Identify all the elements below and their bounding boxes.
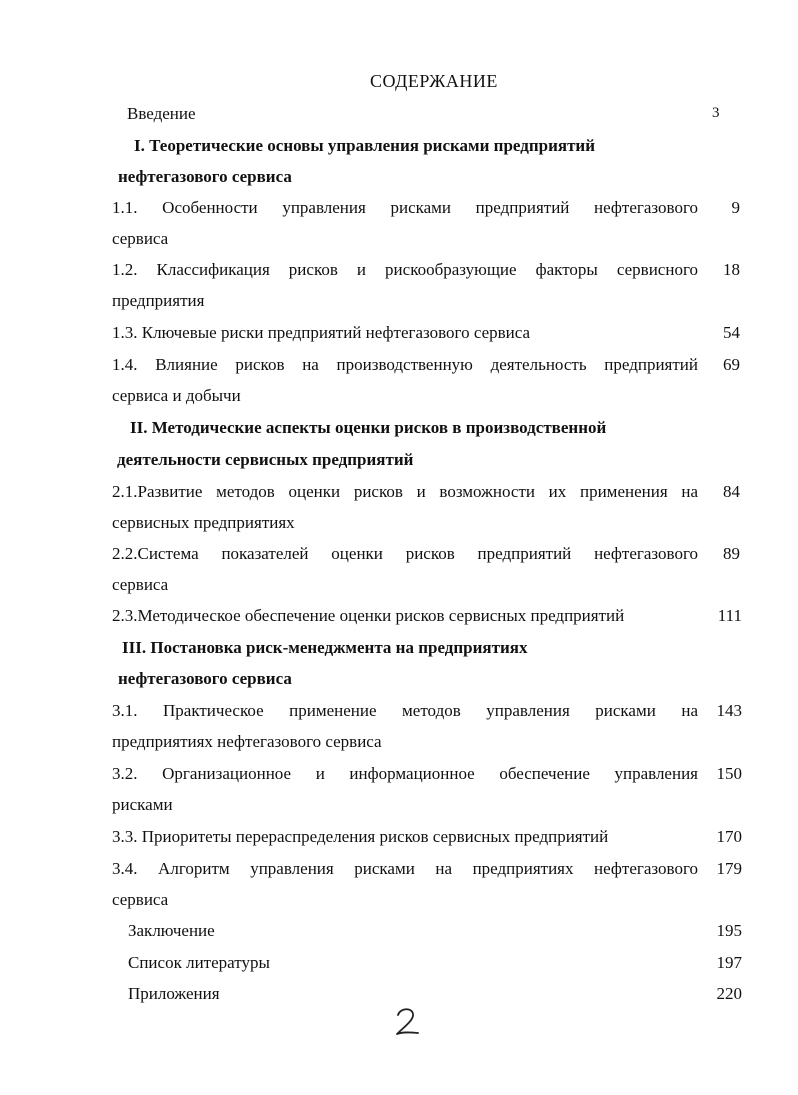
toc-item-1-2: 1.2. Классификация рисков и рискообразующие факторы сервисного [112,260,698,279]
page-title: СОДЕРЖАНИЕ [370,71,498,91]
toc-item-3-2-page: 150 [716,764,742,783]
part-3-title-line2: нефтегазового сервиса [118,669,292,688]
toc-item-3-4: 3.4. Алгоритм управления рисками на предприятиях нефтегазового [112,859,698,878]
toc-item-1-1: 1.1. Особенности управления рисками предприятий нефтегазового [112,198,698,217]
toc-item-3-1-page: 143 [716,701,742,720]
toc-item-1-4-page: 69 [723,355,740,374]
part-3-title-line1: III. Постановка риск-менеджмента на предприятиях [122,638,528,657]
toc-appendices-label: Приложения [128,984,220,1003]
toc-item-2-2: 2.2.Система показателей оценки рисков предприятий нефтегазового [112,544,698,563]
toc-item-2-1-page: 84 [723,482,740,501]
toc-intro-label: Введение [127,104,196,123]
toc-conclusion-label: Заключение [128,921,215,940]
toc-item-1-4-cont: сервиса и добычи [112,386,241,405]
toc-item-3-4-cont: сервиса [112,890,169,909]
toc-bibliography-label: Список литературы [128,953,270,972]
toc-item-1-3: 1.3. Ключевые риски предприятий нефтегазового сервиса [112,323,531,342]
toc-item-2-3-page: 111 [717,606,742,625]
toc-item-2-1-cont: сервисных предприятиях [112,513,295,532]
toc-item-3-3-page: 170 [716,827,742,846]
toc-item-3-3: 3.3. Приоритеты перераспределения рисков сервисных предприятий [112,827,609,846]
toc-item-2-1: 2.1.Развитие методов оценки рисков и возможности их применения на [112,482,698,501]
part-2-title-line2: деятельности сервисных предприятий [117,450,414,469]
toc-item-1-3-page: 54 [723,323,740,342]
toc-item-1-4: 1.4. Влияние рисков на производственную деятельность предприятий [112,355,698,374]
toc-intro-page: 3 [712,105,720,121]
toc-bibliography-page: 197 [716,953,742,972]
toc-item-3-1-cont: предприятиях нефтегазового сервиса [112,732,382,751]
toc-item-2-2-page: 89 [723,544,740,563]
toc-item-3-4-page: 179 [716,859,742,878]
part-1-title-line2: нефтегазового сервиса [118,167,292,186]
toc-item-1-2-cont: предприятия [112,291,205,310]
toc-item-3-1: 3.1. Практическое применение методов управления рисками на [112,701,698,720]
toc-item-1-1-page: 9 [731,198,740,217]
part-1-title-line1: I. Теоретические основы управления рисками предприятий [134,136,596,155]
toc-item-3-2-cont: рисками [112,795,173,814]
toc-item-1-2-page: 18 [723,260,740,279]
part-2-title-line1: II. Методические аспекты оценки рисков в производственной [130,418,607,437]
toc-item-2-2-cont: сервиса [112,575,169,594]
toc-item-1-1-cont: сервиса [112,229,169,248]
handwritten-page-number [392,1005,422,1039]
toc-appendices-page: 220 [716,984,742,1003]
toc-item-3-2: 3.2. Организационное и информационное обеспечение управления [112,764,698,783]
toc-conclusion-page: 195 [716,921,742,940]
toc-item-2-3: 2.3.Методическое обеспечение оценки рисков сервисных предприятий [112,606,625,625]
